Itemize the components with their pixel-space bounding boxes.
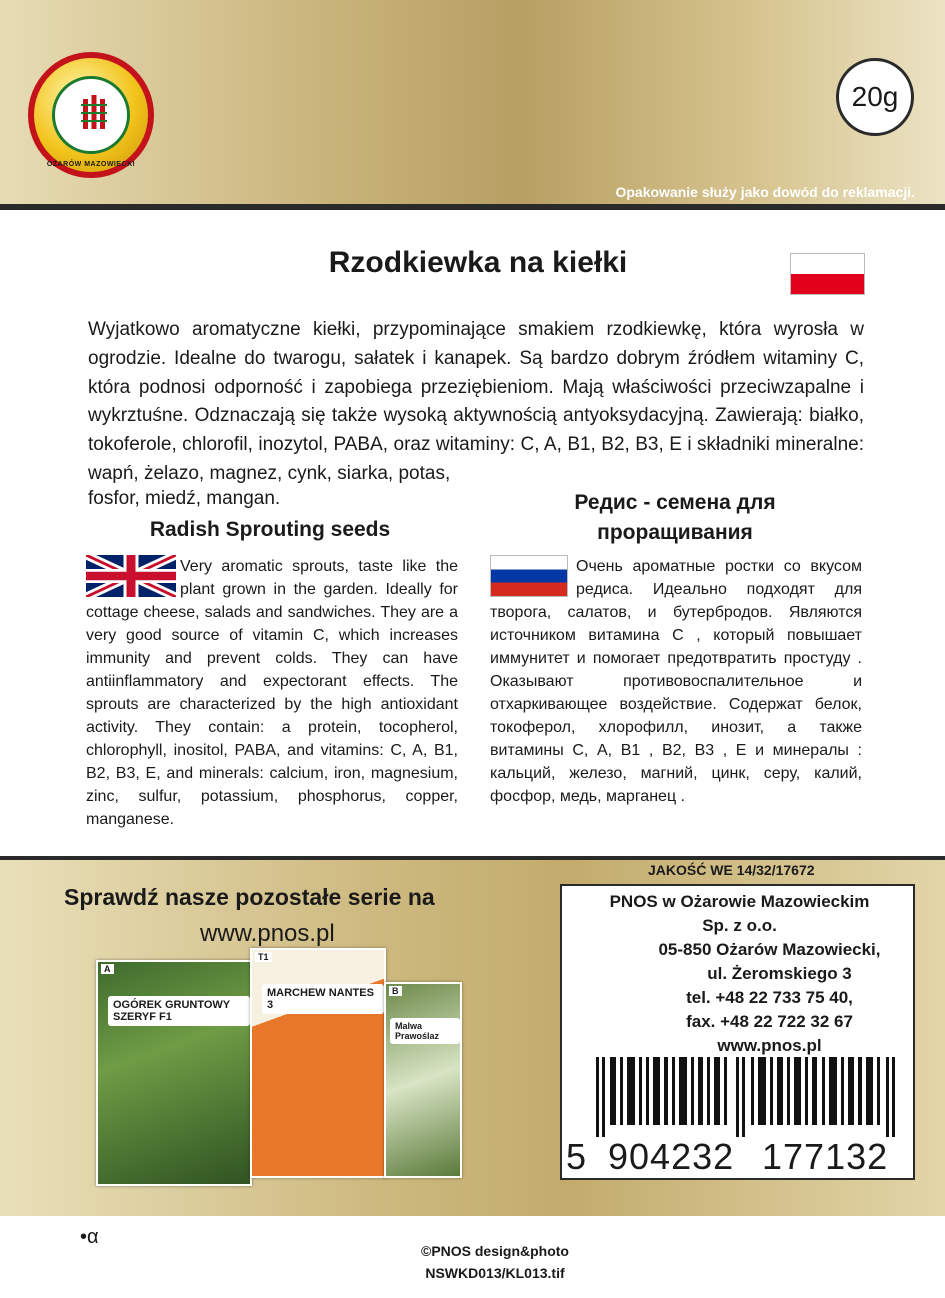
address-line: Sp. z o.o. <box>702 916 777 935</box>
barcode-digit-first: 5 <box>566 1136 587 1177</box>
pack-series-letter: T1 <box>255 952 272 962</box>
pack-series-letter: A <box>101 964 114 974</box>
description-pl: Wyjatkowo aromatyczne kiełki, przypominające smakiem rzodkiewkę, która wyrosła w ogrodzie. Idealne do twarogu, sałatek i kanapek. Są bardzo dobrym źródłem witaminy C, która podnosi odporność i zapobiega przeziębieniom. Mają właściwości przeciwzapalne i wykrztuśne. Odznaczają się także wysoką aktywnością antyoksydacyjną. Zawierają: białko, tokoferole, chlorofil, inozytol, PABA, oraz witaminy: C, A, B1, B2, B3, E i składniki mineralne: wapń, żelazo, magnez, cynk, siarka, potas, <box>88 319 864 484</box>
barcode-digits-left: 904232 <box>608 1136 735 1177</box>
description-ru: Очень ароматные ростки со вкусом редиса. Идеально подходят для творога, салатов, и бутербродов. Являются источником витамина С , который повышает иммунитет и помогает предотвратить простуду . Оказывают противовоспалительное и отхаркивающее воздействие. Содержат белок, токоферол, хлорофилл, инозит, а также витамины С, А, В1 , В2, В3 , Е и минералы : кальций, железо, магний, цинк, серу, калий, фосфор, медь, марганец . <box>490 558 862 805</box>
wheat-emblem-icon <box>79 93 109 135</box>
product-title-en: Radish Sprouting seeds <box>149 518 391 541</box>
design-alpha-icon: •α <box>80 1226 99 1248</box>
pack-series-letter: B <box>389 986 402 996</box>
complaint-notice: Opakowanie służy jako dowód do reklamacji. <box>615 184 915 200</box>
promo-title: Sprawdź nasze pozostałe serie na <box>64 884 435 910</box>
pack-label: MARCHEW NANTES 3 <box>262 984 384 1014</box>
pack-label: Malwa Prawoślaz <box>390 1018 460 1044</box>
product-title-ru: Редис - семена для проращивания <box>574 491 776 544</box>
logo-ring-text: OŻARÓW MAZOWIECKI <box>46 161 136 168</box>
header-band <box>0 0 945 210</box>
pack-label: OGÓREK GRUNTOWY SZERYF F1 <box>108 996 250 1026</box>
product-title-pl: Rzodkiewka na kiełki <box>328 246 628 279</box>
promo-url: www.pnos.pl <box>200 920 335 947</box>
pnos-logo <box>28 52 154 178</box>
description-ru-block <box>490 555 862 808</box>
quality-code: JAKOŚĆ WE 14/32/17672 <box>648 862 815 878</box>
address-line: 05-850 Ożarów Mazowiecki, <box>658 940 881 959</box>
seed-pack-cucumber <box>96 960 252 1186</box>
address-line: tel. +48 22 733 75 40, <box>686 988 853 1007</box>
file-reference: NSWKD013/KL013.tif <box>425 1265 565 1281</box>
footer-credit-block <box>380 1240 610 1284</box>
description-pl-last-line: fosfor, miedź, mangan. <box>88 488 281 509</box>
description-en: Very aromatic sprouts, taste like the plant grown in the garden. Ideally for cottage cheese, salads and sandwiches. They are a very good source of vitamin C, which increases immunity and prevent colds. They can have antiinflammatory and expectorant effects. The sprouts are characterized by the high antioxidant activity. They contain: a protein, tocopherol, chlorophyll, inositol, PABA, and vitamins: C, A, B1, B2, B3, E, and minerals: calcium, iron, magnesium, zinc, sulfur, potassium, phosphorus, copper, manganese. <box>86 558 458 828</box>
description-en-block <box>86 555 458 831</box>
barcode-digits-right: 177132 <box>762 1136 889 1177</box>
address-line: PNOS w Ożarowie Mazowieckim <box>609 892 870 911</box>
address-line: fax. +48 22 722 32 67 <box>686 1012 853 1031</box>
address-url: www.pnos.pl <box>717 1036 822 1055</box>
barcode-icon <box>596 1057 896 1137</box>
poland-flag-icon <box>790 253 865 295</box>
seed-pack-carrot <box>250 948 386 1178</box>
weight-badge: 20g <box>836 58 914 136</box>
logo-emblem-circle <box>52 76 130 154</box>
design-credit: ©PNOS design&photo <box>421 1243 569 1259</box>
address-line: ul. Żeromskiego 3 <box>707 964 852 983</box>
seed-pack-mallow <box>384 982 462 1178</box>
